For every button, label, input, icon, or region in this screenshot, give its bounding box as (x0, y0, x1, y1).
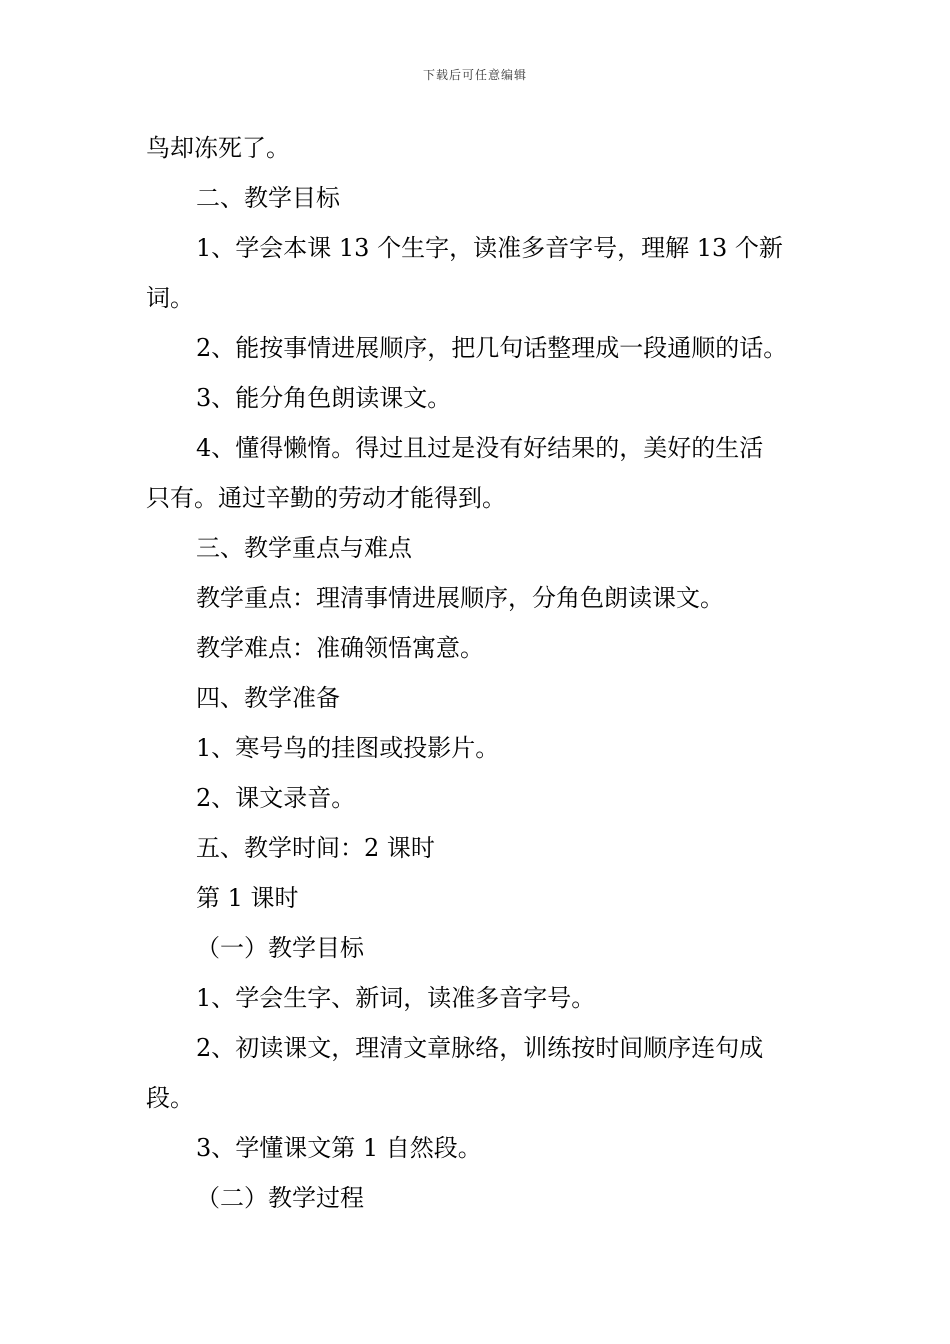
text-line-13: 2、课文录音。 (196, 784, 356, 812)
text-line-16: （一）教学目标 (196, 934, 364, 962)
page-header: 下载后可任意编辑 (422, 68, 527, 82)
document-body (146, 128, 810, 1228)
text-line-17: 1、学会生字、新词，读准多音字号。 (196, 984, 596, 1012)
text-line-5: 3、能分角色朗读课文。 (196, 384, 452, 412)
text-line-2: 1、学会本课 13 个生字，读准多音字号，理解 13 个新 (196, 234, 783, 262)
text-line-18: 2、初读课文，理清文章脉络，训练按时间顺序连句成 (196, 1034, 764, 1062)
text-line-6: 4、懂得懒惰。得过且过是没有好结果的，美好的生活 (196, 434, 764, 462)
text-line-11: 四、教学准备 (196, 684, 340, 712)
text-line-7: 只有。通过辛勤的劳动才能得到。 (146, 484, 506, 512)
text-line-15: 第 1 课时 (196, 884, 299, 912)
text-line-9: 教学重点：理清事情进展顺序，分角色朗读课文。 (196, 584, 724, 612)
text-line-3: 词。 (146, 284, 194, 312)
text-line-1: 二、教学目标 (196, 184, 340, 212)
text-line-19: 段。 (146, 1084, 194, 1112)
text-line-0: 鸟却冻死了。 (146, 134, 290, 162)
text-line-21: （二）教学过程 (196, 1184, 364, 1212)
text-line-14: 五、教学时间：2 课时 (196, 834, 435, 862)
text-line-12: 1、寒号鸟的挂图或投影片。 (196, 734, 500, 762)
text-line-20: 3、学懂课文第 1 自然段。 (196, 1134, 482, 1162)
text-line-10: 教学难点：准确领悟寓意。 (196, 634, 484, 662)
text-line-8: 三、教学重点与难点 (196, 534, 412, 562)
text-line-4: 2、能按事情进展顺序，把几句话整理成一段通顺的话。 (196, 334, 788, 362)
